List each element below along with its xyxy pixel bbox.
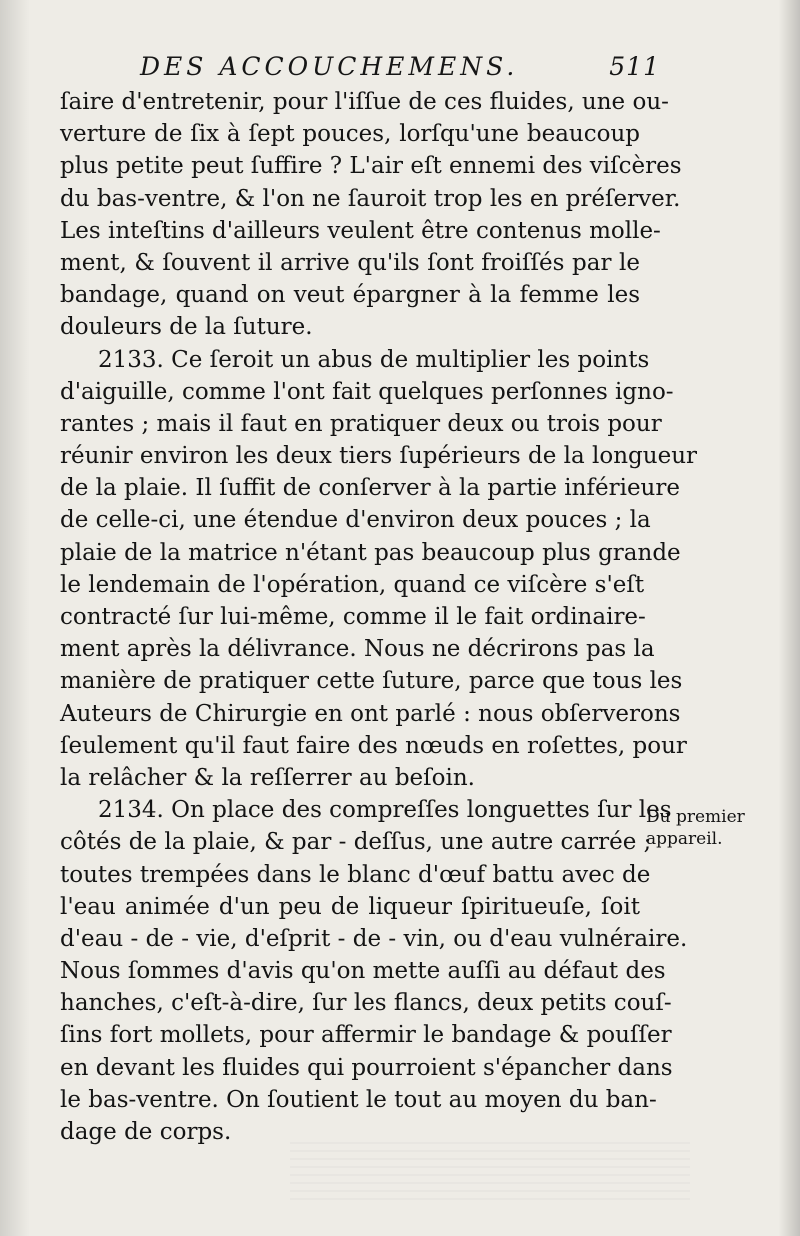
text-line: l'eau animée d'un peu de liqueur ſpiritueuſe, ſoit: [60, 893, 640, 920]
page-number: 511: [609, 52, 660, 81]
text-line: hanches, c'eſt-à-dire, ſur les flancs, deux petits couſ-: [60, 990, 672, 1017]
page-header: [140, 52, 660, 86]
text-line: en devant les fluides qui pourroient s'épancher dans: [60, 1054, 673, 1081]
text-line: plus petite peut ſuffire ? L'air eſt ennemi des viſcères: [60, 153, 682, 180]
text-line: ment, & ſouvent il arrive qu'ils ſont froiſſés par le: [60, 249, 640, 276]
running-head: DES ACCOUCHEMENS.: [140, 52, 519, 81]
text-line: de la plaie. Il ſuffit de conſerver à la partie inférieure: [60, 475, 680, 502]
text-line: douleurs de la ſuture.: [60, 314, 313, 341]
margin-note-line: Du premier: [646, 807, 745, 827]
text-line: le lendemain de l'opération, quand ce viſcère s'eſt: [60, 571, 645, 598]
text-line: ſeulement qu'il faut faire des nœuds en roſettes, pour: [60, 732, 687, 759]
text-line: contracté ſur lui-même, comme il le fait ordinaire-: [60, 604, 646, 630]
page-edge-shadow: [778, 0, 800, 1236]
text-line: Nous ſommes d'avis qu'on mette auſſi au défaut des: [60, 958, 666, 985]
paragraph-2133-start: 2133. Ce ſeroit un abus de multiplier les points: [98, 346, 650, 373]
text-line: ſaire d'entretenir, pour l'iſſue de ces fluides, une ou-: [60, 89, 669, 115]
text-line: ment après la délivrance. Nous ne décrirons pas la: [60, 636, 655, 663]
text-line: réunir environ les deux tiers ſupérieurs de la longueur: [60, 443, 698, 470]
text-line: côtés de la plaie, & par - deſſus, une autre carrée ;: [60, 829, 652, 856]
paragraph-2134-start: 2134. On place des compreſſes longuettes ſur les: [98, 797, 672, 824]
text-line: rantes ; mais il faut en pratiquer deux ou trois pour: [60, 410, 662, 437]
text-line: dage de corps.: [60, 1119, 232, 1145]
text-line: le bas-ventre. On ſoutient le tout au moyen du ban-: [60, 1086, 657, 1113]
text-line: manière de pratiquer cette ſuture, parce que tous les: [60, 668, 683, 695]
text-line: du bas-ventre, & l'on ne ſauroit trop les en préſerver.: [60, 185, 681, 212]
text-line: de celle-ci, une étendue d'environ deux pouces ; la: [60, 507, 651, 534]
margin-note: [646, 806, 776, 850]
text-line: Auteurs de Chirurgie en ont parlé : nous obſerverons: [60, 700, 681, 727]
text-line: bandage, quand on veut épargner à la femme les: [60, 282, 640, 309]
gutter-shadow: [0, 0, 30, 1236]
text-line: toutes trempées dans le blanc d'œuf battu avec de: [60, 861, 651, 888]
text-line: plaie de la matrice n'étant pas beaucoup plus grande: [60, 539, 681, 566]
text-line: d'aiguille, comme l'ont fait quelques perſonnes igno-: [60, 378, 674, 405]
text-line: d'eau - de - vie, d'eſprit - de - vin, ou d'eau vulnéraire.: [60, 925, 688, 952]
text-line: verture de ſix à ſept pouces, lorſqu'une beaucoup: [60, 121, 640, 148]
show-through-texture: [290, 1140, 690, 1200]
text-line: ſins fort mollets, pour affermir le bandage & pouſſer: [60, 1022, 672, 1049]
text-line: la relâcher & la reſſerrer au beſoin.: [60, 764, 475, 791]
margin-note-line: appareil.: [646, 829, 723, 849]
text-line: Les inteſtins d'ailleurs veulent être contenus molle-: [60, 217, 661, 244]
